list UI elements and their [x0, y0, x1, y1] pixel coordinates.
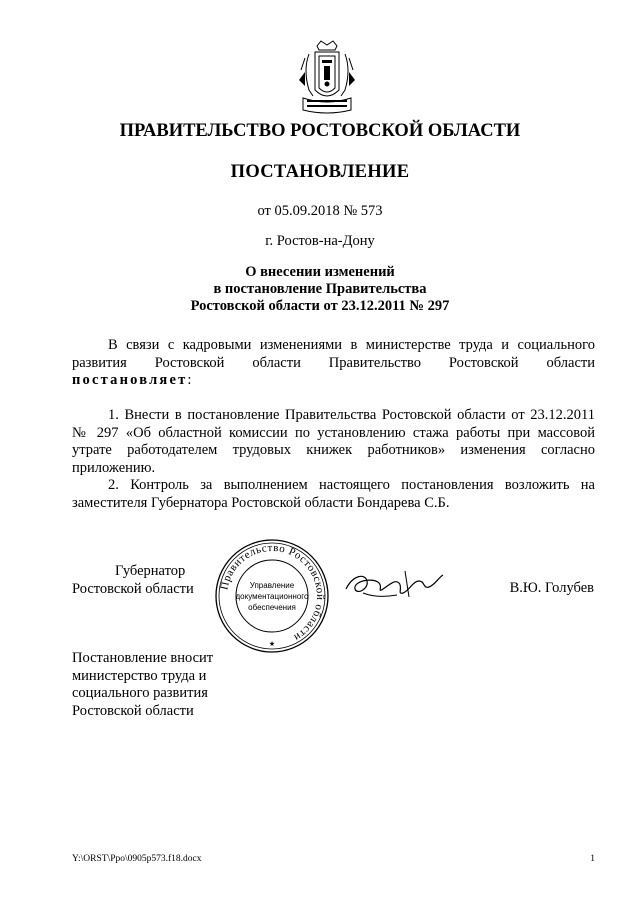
introduced-line: Постановление вносит: [72, 650, 214, 666]
position-line: Губернатор: [115, 563, 186, 579]
subject-line: О внесении изменений: [245, 264, 395, 280]
official-seal-stamp: [214, 538, 330, 654]
introduced-line: министерство труда и: [72, 667, 207, 684]
handwritten-signature: [343, 567, 448, 605]
footer-file-path: Y:\ORST\Ppo\0905p573.f18.docx: [72, 854, 202, 864]
introduced-line: Ростовской области: [72, 702, 194, 719]
svg-text:документационного: документационного: [235, 592, 309, 601]
document-type-title: ПОСТАНОВЛЕНИЕ: [230, 162, 410, 182]
coat-of-arms-emblem: [295, 40, 359, 116]
svg-text:Правительство Ростовской облас: Правительство Ростовской области: [218, 541, 327, 644]
item-1-paragraph: 1. Внести в постановление Правительства Ростовской области от 23.12.2011 № 297 «Об областной комиссии по установлению стажа работы при массовой утрате работодателем трудовых книжек работников» изменения согласно приложению.: [72, 407, 595, 476]
resolves-word: постановляет: [72, 372, 188, 388]
svg-text:обеспечения: обеспечения: [248, 603, 296, 612]
resolves-colon: :: [187, 372, 192, 388]
document-city: г. Ростов-на-Дону: [265, 233, 375, 249]
page-number: 1: [590, 854, 595, 864]
subject-line: Ростовской области от 23.12.2011 № 297: [190, 298, 450, 314]
introduced-by-note: [72, 650, 213, 720]
item-2-paragraph: 2. Контроль за выполнением настоящего постановления возложить на заместителя Губернатора Ростовской области Бондарева С.Б.: [72, 477, 595, 511]
preamble-text: В связи с кадровыми изменениями в министерстве труда и социального развития Ростовской области Правительство Ростовской области: [72, 337, 595, 371]
signatory-name: В.Ю. Голубев: [509, 580, 594, 596]
document-date-number: от 05.09.2018 № 573: [257, 203, 383, 219]
svg-text:★: ★: [268, 640, 276, 648]
position-line: Ростовской области: [72, 581, 194, 597]
svg-text:Управление: Управление: [249, 581, 295, 590]
subject-line: в постановление Правительства: [213, 281, 427, 297]
introduced-line: социального развития: [72, 685, 208, 701]
preamble-paragraph: [72, 337, 595, 390]
signatory-position: [72, 562, 194, 598]
government-title: ПРАВИТЕЛЬСТВО РОСТОВСКОЙ ОБЛАСТИ: [119, 121, 521, 141]
document-subject: [0, 264, 640, 315]
